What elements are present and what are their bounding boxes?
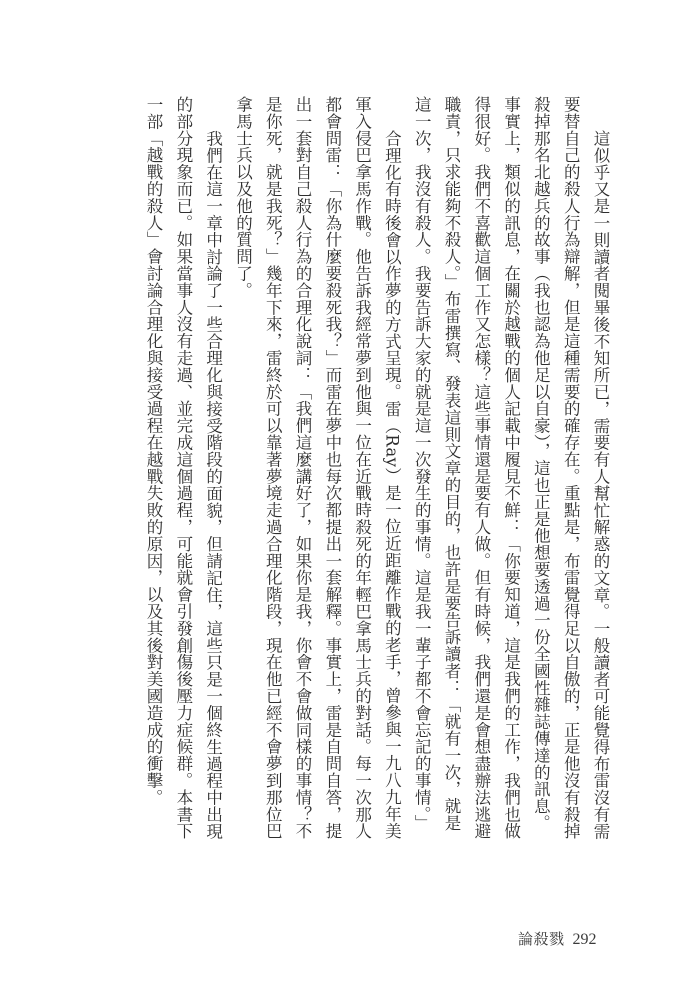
text-column: 事實上，類似的訊息，在關於越戰的個人記載中履見不鮮：「你要知道，這是我們的工作，我們也做: [501, 96, 521, 840]
text-column: 合理化有時後會以作夢的方式呈現。雷（Ray）是一位近距離作戰的老手，曾參與一九八九年美: [382, 130, 402, 840]
text-column: 得很好。我們不喜歡這個工作又怎樣？這些事情還是要有人做。但有時候，我們還是會想盡辦法逃避: [471, 96, 491, 840]
page-footer: [518, 928, 597, 949]
text-column: 要替自己的殺人行為辯解，但是這種需要的確存在。重點是，布雷覺得足以自傲的，正是他沒有殺掉: [561, 96, 581, 840]
text-column: 出一套對自己殺人行為的合理化說詞：「我們這麼講好了，如果你是我，你會不會做同樣的事情？不: [293, 96, 313, 840]
text-column: 一部「越戰的殺人」會討論合理化與接受過程在越戰失敗的原因，以及其後對美國造成的衝擊。: [144, 96, 164, 806]
text-column: 軍入侵巴拿馬作戰。他告訴我經常夢到他與一位在近戰時殺死的年輕巴拿馬士兵的對話。每一次那人: [352, 96, 372, 840]
text-column: 這似乎又是一則讀者閱畢後不知所已，需要有人幫忙解惑的文章。一般讀者可能覺得布雷沒有需: [591, 130, 610, 840]
text-column: 這一次，我沒有殺人。我要告訴大家的就是這一次發生的事情。這是我一輩子都不會忘記的事情。」: [412, 96, 432, 832]
vertical-text-body: [138, 96, 615, 846]
page-number: 292: [572, 931, 597, 948]
text-column: 都會問雷：「你為什麼要殺死我？」而雷在夢中也每次都提出一套解釋。事實上，雷是自問自答，提: [322, 96, 342, 840]
text-column: 拿馬士兵以及他的質問了。: [233, 96, 253, 299]
text-column: 是你死，就是我死？」幾年下來，雷終於可以靠著夢境走過合理化階段，現在他已經不會夢到那位巴: [263, 96, 283, 840]
text-column: 職責，只求能夠不殺人。」布雷撰寫、發表這則文章的目的，也許是要告訴讀者：「就有一次，就是: [442, 96, 462, 832]
text-column: 我們在這一章中討論了一些合理化與接受階段的面貌，但請記住，這些只是一個終生過程中出現: [203, 130, 223, 840]
running-title: 論殺戮: [518, 930, 565, 948]
text-column: 殺掉那名北越兵的故事（我也認為他足以自豪），這也正是他想要透過一份全國性雜誌傳達的訊息。: [531, 96, 551, 832]
text-column: 的部分現象而已。如果當事人沒有走過、並完成這個過程，可能就會引發創傷後壓力症候群。本書下: [173, 96, 193, 840]
